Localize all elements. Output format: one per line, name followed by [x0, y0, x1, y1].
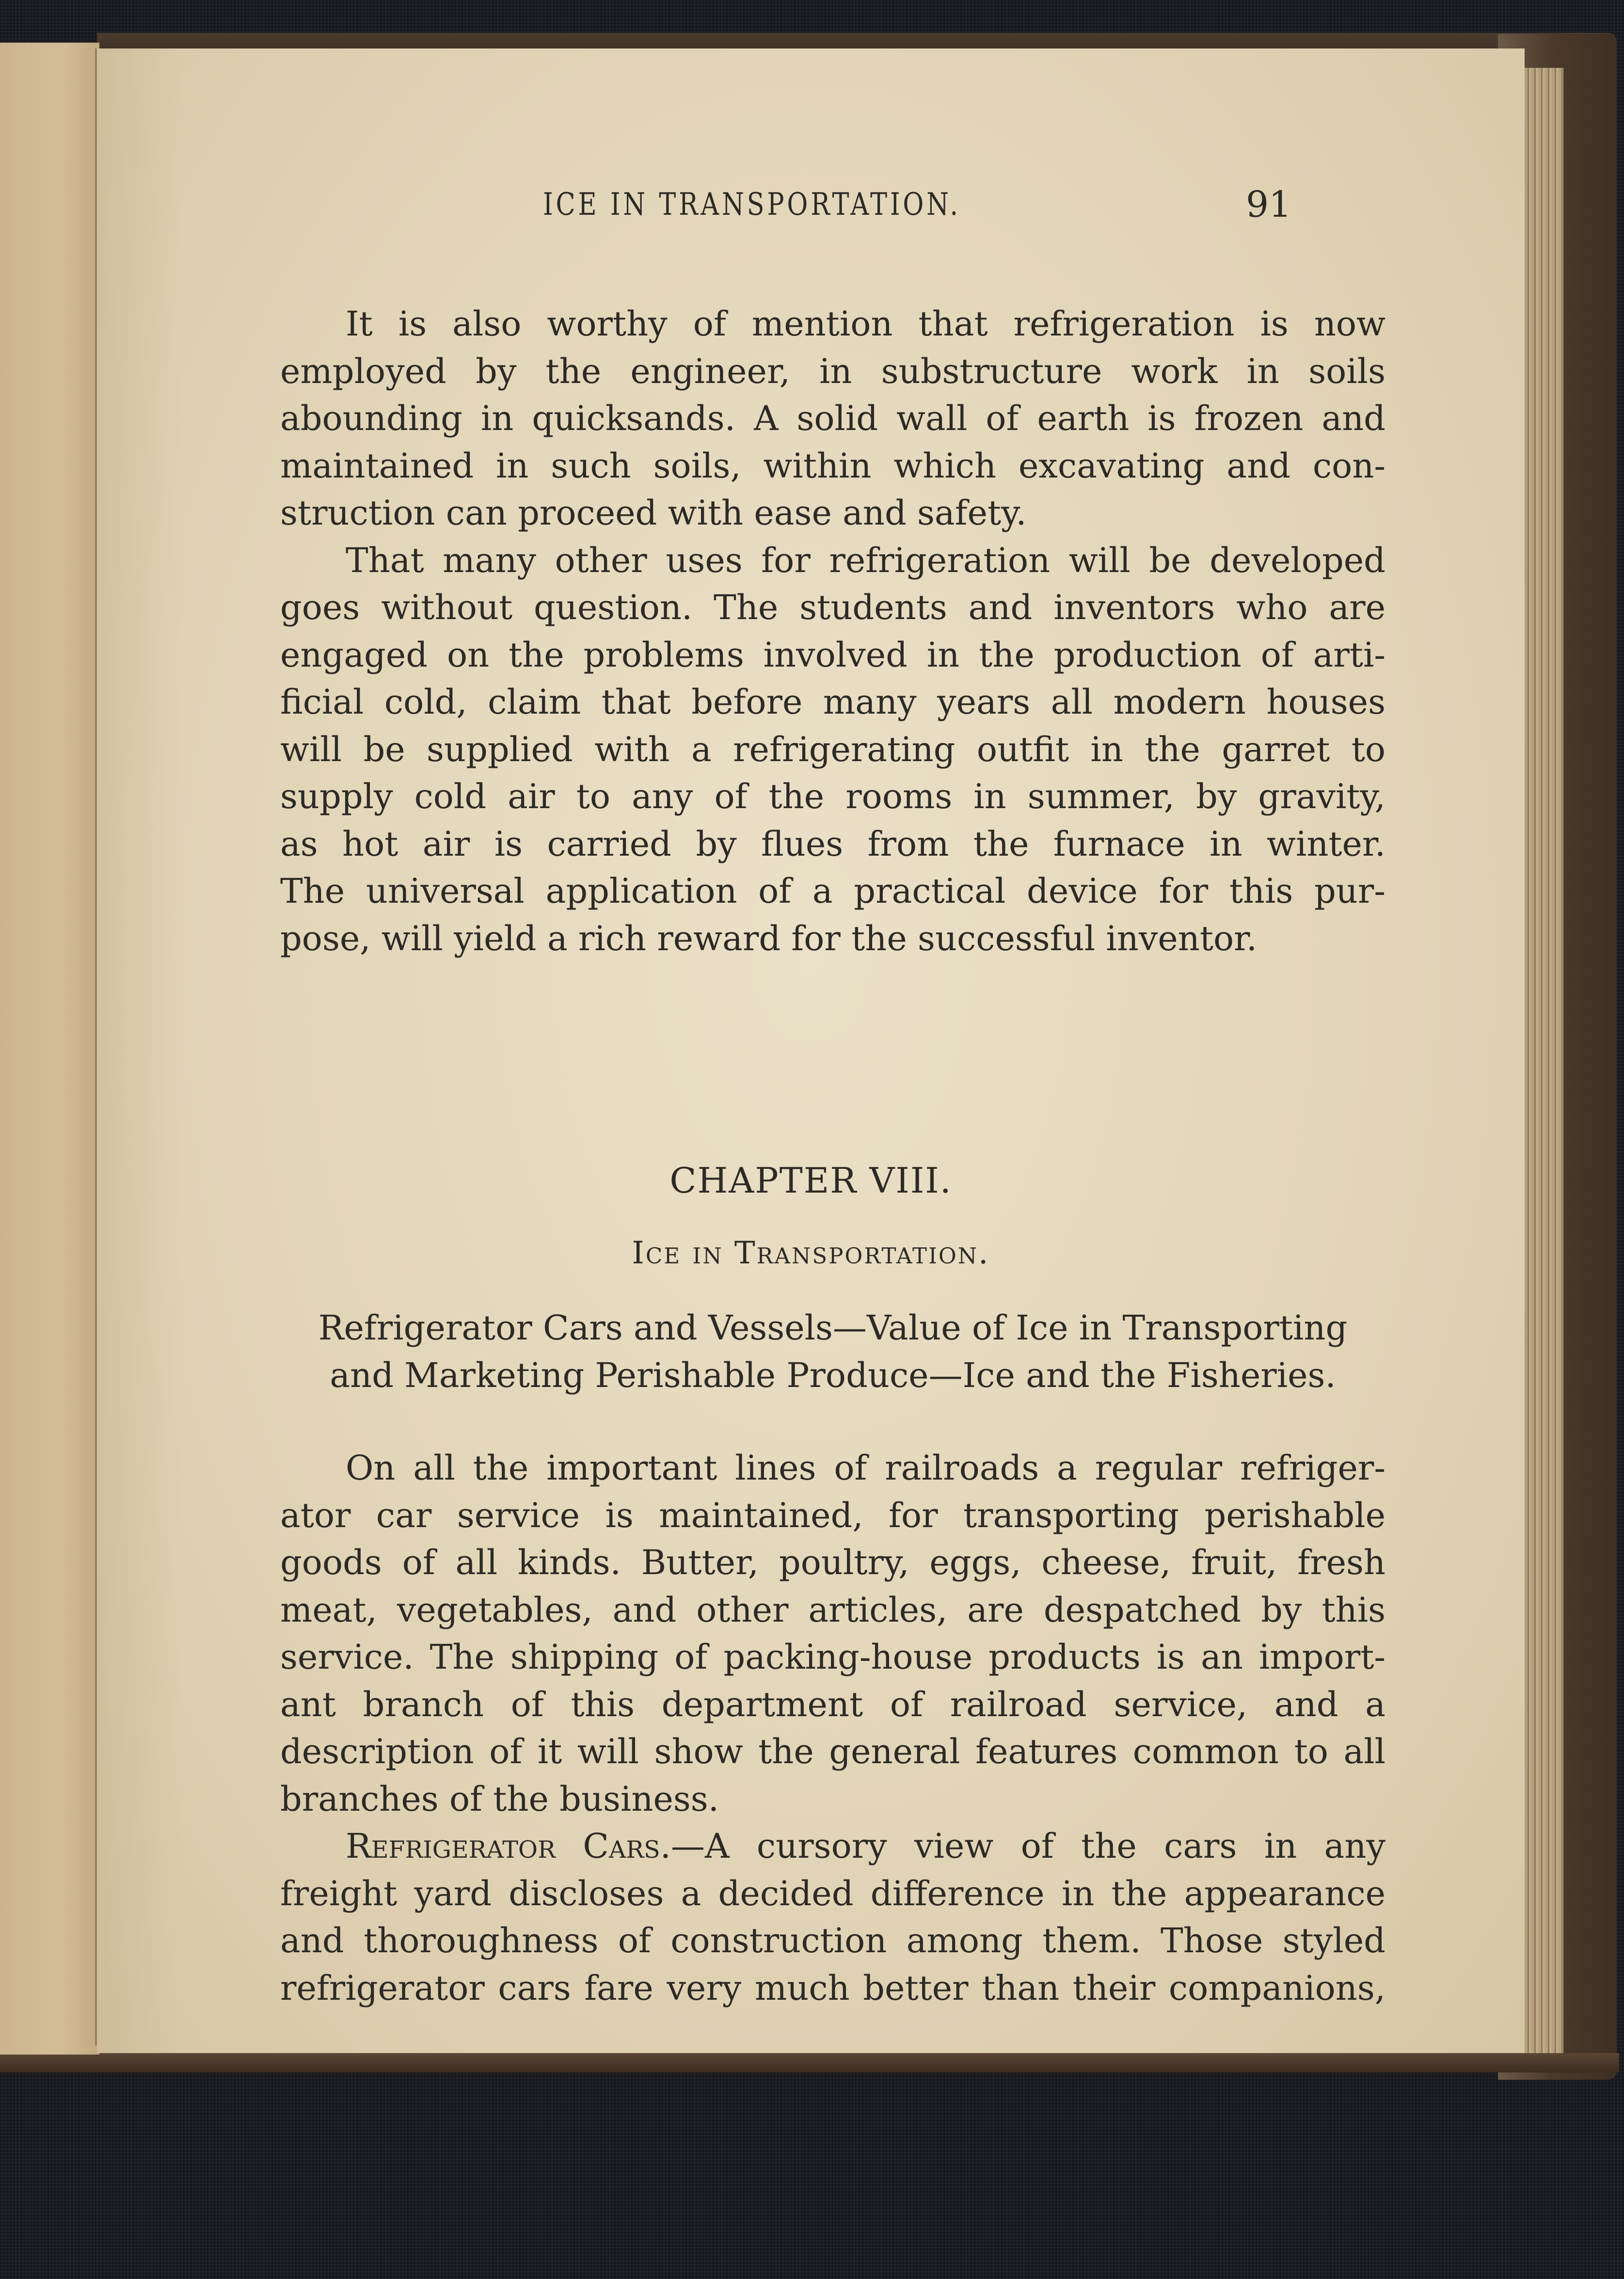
page-stack-edges	[1525, 68, 1563, 2065]
text-line	[280, 1823, 1385, 1870]
text-line: description of it will show the general features common to all	[280, 1732, 1385, 1771]
text-line: as hot air is carried by flues from the furnace in winter.	[280, 824, 1385, 864]
text-line: ficial cold, claim that before many years all modern houses	[280, 682, 1385, 722]
text-line: employed by the engineer, in substructure work in soils	[280, 351, 1385, 391]
text-fragment: —A cursory view of the cars in any	[671, 1826, 1385, 1866]
paragraph	[280, 1823, 1385, 2012]
text-line: ant branch of this department of railroad service, and a	[280, 1684, 1385, 1724]
text-line: ator car service is maintained, for transporting perishable	[280, 1495, 1385, 1535]
book-cover-bottom-edge	[0, 2053, 1619, 2072]
chapter-number: CHAPTER VIII.	[669, 1160, 952, 1201]
page-number: 91	[1246, 184, 1292, 225]
text-line: abounding in quicksands. A solid wall of earth is frozen and	[280, 398, 1385, 438]
facing-page-left	[0, 43, 99, 2055]
text-line: goes without question. The students and inventors who are	[280, 588, 1385, 627]
text-line: struction can proceed with ease and safety.	[280, 493, 1027, 533]
text-line: That many other uses for refrigeration will be developed	[346, 540, 1385, 580]
text-line: On all the important lines of railroads a regular refriger-	[346, 1448, 1385, 1488]
text-line: meat, vegetables, and other articles, are despatched by this	[280, 1590, 1385, 1630]
summary-line: Refrigerator Cars and Vessels—Value of Ice in Transporting	[318, 1308, 1348, 1348]
summary-line: and Marketing Perishable Produce—Ice and the Fisheries.	[330, 1355, 1336, 1395]
text-line: maintained in such soils, within which excavating and con-	[280, 446, 1385, 486]
book-page	[97, 48, 1525, 2053]
text-line: goods of all kinds. Butter, poultry, eggs, cheese, fruit, fresh	[280, 1543, 1385, 1582]
text-line: freight yard discloses a decided difference in the appearance	[280, 1873, 1385, 1913]
text-block-chapter-body	[280, 1445, 1385, 2012]
text-line: The universal application of a practical device for this pur-	[280, 871, 1385, 911]
text-line: and thoroughness of construction among them. Those styled	[280, 1921, 1385, 1960]
chapter-summary	[280, 1304, 1385, 1399]
text-line: refrigerator cars fare very much better than their companions,	[280, 1968, 1385, 2008]
text-line: It is also worthy of mention that refrigeration is now	[346, 304, 1385, 344]
text-line: will be supplied with a refrigerating outfit in the garret to	[280, 729, 1385, 769]
running-head-title: ICE IN TRANSPORTATION.	[543, 187, 961, 223]
chapter-title: Ice in Transportation.	[632, 1235, 990, 1271]
paragraph	[280, 537, 1385, 963]
text-line: branches of the business.	[280, 1779, 719, 1819]
text-line: service. The shipping of packing-house products is an import-	[280, 1637, 1385, 1677]
running-head	[97, 175, 1525, 234]
text-line: supply cold air to any of the rooms in summer, by gravity,	[280, 777, 1385, 816]
run-in-heading: Refrigerator Cars.	[346, 1826, 671, 1866]
text-line: engaged on the problems involved in the production of arti-	[280, 635, 1385, 675]
text-line: pose, will yield a rich reward for the successful inventor.	[280, 918, 1258, 958]
paragraph	[280, 1445, 1385, 1823]
text-block-before-chapter	[280, 301, 1385, 962]
paragraph	[280, 301, 1385, 537]
